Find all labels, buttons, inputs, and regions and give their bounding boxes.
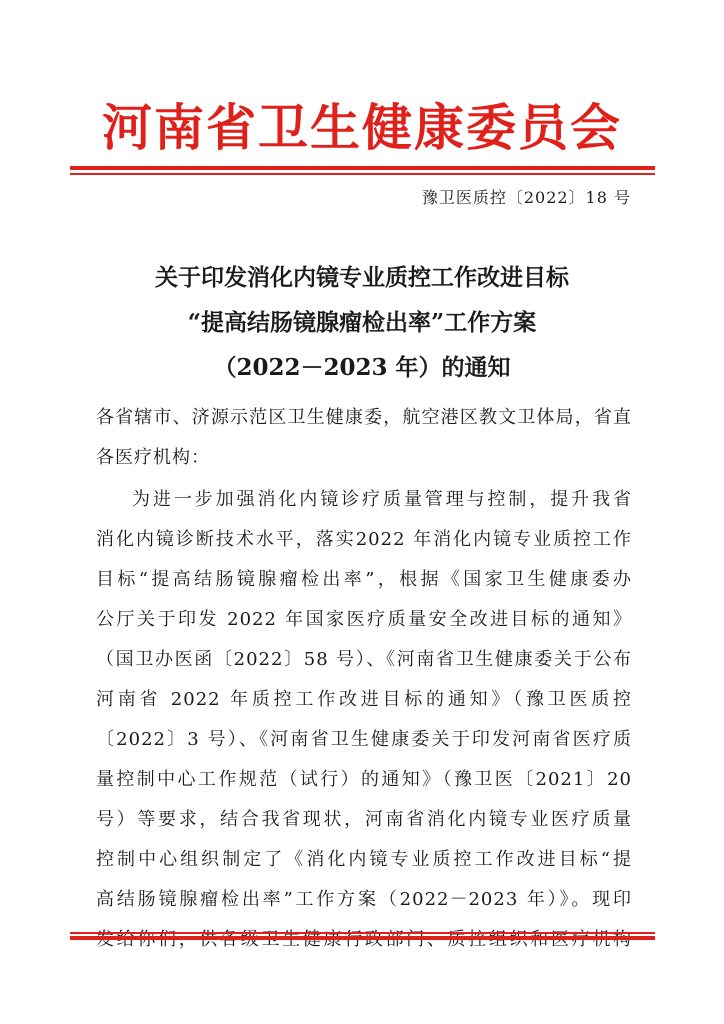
document-title-line: “提高结肠镜腺瘤检出率”工作方案 — [187, 309, 537, 336]
body-line: 河南省 2022 年质控工作改进目标的通知》（豫卫医质控 — [96, 689, 632, 710]
body-line: 控制中心组织制定了《消化内镜专业质控工作改进目标“提 — [96, 849, 632, 870]
body-line: 为进一步加强消化内镜诊疗质量管理与控制，提升我省 — [132, 489, 632, 510]
document-title-line: 关于印发消化内镜专业质控工作改进目标 — [155, 264, 569, 291]
document-title-line: （2022－2023 年）的通知 — [213, 354, 511, 381]
body-paragraph — [96, 480, 632, 960]
salutation-line: 各医疗机构： — [96, 447, 210, 468]
letterhead-title: 河南省卫生健康委员会 — [102, 99, 622, 157]
body-line: 号）等要求，结合我省现状，河南省消化内镜专业医疗质量 — [96, 809, 632, 830]
body-line — [96, 920, 632, 960]
footer-rule-thick — [70, 936, 655, 940]
body-line: 高结肠镜腺瘤检出率”工作方案（2022－2023 年）》。现印 — [96, 889, 632, 910]
footer-rule-thin — [70, 932, 655, 934]
body-line: 量控制中心工作规范（试行）的通知》（豫卫医〔2021〕20 — [96, 769, 632, 790]
document-number: 豫卫医质控〔2022〕18 号 — [421, 188, 631, 207]
body-line: （国卫办医函〔2022〕58 号）、《河南省卫生健康委关于公布 — [96, 649, 632, 670]
document-title — [0, 255, 724, 390]
letterhead-rule-thick — [70, 166, 655, 170]
salutation-line: 各省辖市、济源示范区卫生健康委，航空港区教文卫体局，省直 — [96, 407, 632, 428]
salutation — [96, 398, 632, 478]
body-line: 消化内镜诊断技术水平，落实2022 年消化内镜专业质控工作 — [96, 529, 632, 550]
body-line: 公厅关于印发 2022 年国家医疗质量安全改进目标的通知》 — [96, 609, 632, 630]
letterhead-rule-thin — [70, 173, 655, 175]
body-line: 〔2022〕3 号）、《河南省卫生健康委关于印发河南省医疗质 — [96, 729, 632, 750]
body-line: 目标“提高结肠镜腺瘤检出率”，根据《国家卫生健康委办 — [96, 569, 632, 590]
